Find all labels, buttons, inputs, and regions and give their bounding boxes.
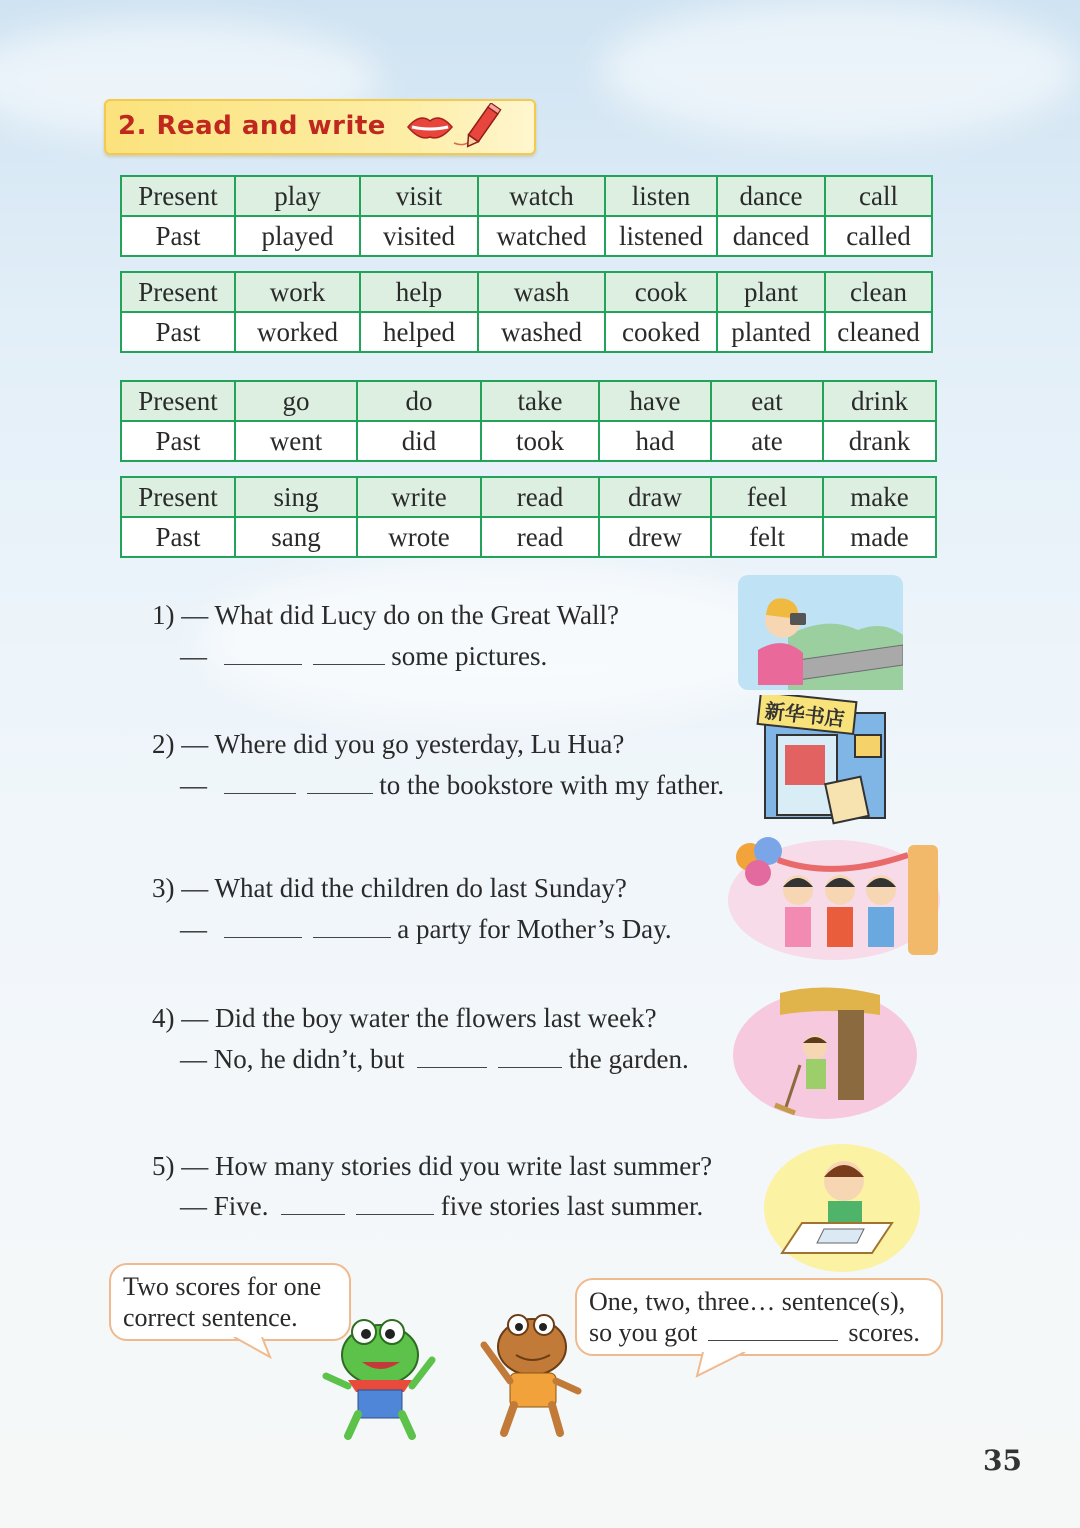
table-cell: listened (605, 216, 717, 256)
table-cell: play (235, 176, 360, 216)
question-number: 1) (152, 600, 175, 630)
table-cell: write (357, 477, 481, 517)
question-text: — Where did you go yesterday, Lu Hua? (181, 729, 625, 759)
page-number: 35 (983, 1444, 1022, 1477)
answer-suffix: a party for Mother’s Day. (397, 914, 672, 944)
question-4 (152, 1001, 657, 1035)
table-cell: take (481, 381, 599, 421)
blank-field[interactable] (307, 771, 373, 794)
blank-field[interactable] (224, 771, 296, 794)
bubble-tail (232, 1337, 272, 1361)
blank-field[interactable] (417, 1045, 487, 1068)
blank-field[interactable] (498, 1045, 562, 1068)
table-cell: plant (717, 272, 825, 312)
table-cell: cooked (605, 312, 717, 352)
table-cell: call (825, 176, 932, 216)
blank-field[interactable] (281, 1192, 345, 1215)
blank-field[interactable] (224, 642, 302, 665)
question-number: 4) (152, 1003, 175, 1033)
table-cell: cleaned (825, 312, 932, 352)
table-cell: felt (711, 517, 823, 557)
table-cell: had (599, 421, 711, 461)
table-cell: read (481, 517, 599, 557)
boy-writing-icon (762, 1143, 922, 1273)
table-cell: watched (478, 216, 605, 256)
blank-field[interactable] (313, 915, 391, 938)
table-cell: visited (360, 216, 478, 256)
question-5 (152, 1149, 712, 1183)
table-row-past (121, 312, 932, 352)
table-cell: made (823, 517, 936, 557)
table-cell: ate (711, 421, 823, 461)
section-title-bar (104, 99, 536, 155)
cloud (600, 0, 1080, 140)
table-cell: clean (825, 272, 932, 312)
table-cell: did (357, 421, 481, 461)
answer-prefix: — (180, 770, 207, 800)
verb-table-4 (120, 476, 937, 558)
question-1 (152, 598, 619, 632)
bubble-text-line2 (589, 1317, 929, 1348)
table-row-present (121, 176, 932, 216)
great-wall-girl-photo-icon (738, 575, 903, 690)
table-cell: went (235, 421, 357, 461)
table-cell: wash (478, 272, 605, 312)
table-cell: have (599, 381, 711, 421)
row-label: Present (121, 477, 235, 517)
table-cell: sang (235, 517, 357, 557)
row-label: Present (121, 272, 235, 312)
table-cell: eat (711, 381, 823, 421)
answer-suffix: five stories last summer. (440, 1191, 704, 1221)
bubble-text: so you got (589, 1318, 698, 1347)
answer-prefix: — (180, 641, 207, 671)
row-label: Past (121, 216, 235, 256)
bookstore-icon (755, 695, 895, 825)
brown-toad-icon (470, 1305, 588, 1440)
table-cell: planted (717, 312, 825, 352)
blank-field[interactable] (313, 642, 385, 665)
question-2 (152, 727, 624, 761)
answer-5 (180, 1189, 703, 1223)
table-cell: help (360, 272, 478, 312)
table-cell: wrote (357, 517, 481, 557)
verb-table-1 (120, 175, 933, 257)
row-label: Past (121, 421, 235, 461)
table-cell: feel (711, 477, 823, 517)
table-row-past (121, 216, 932, 256)
table-cell: visit (360, 176, 478, 216)
bookstore-sign: 新华书店 (763, 698, 846, 731)
table-cell: watch (478, 176, 605, 216)
table-cell: washed (478, 312, 605, 352)
answer-prefix: — (180, 914, 207, 944)
table-cell: sing (235, 477, 357, 517)
row-label: Past (121, 312, 235, 352)
speech-bubble-right (575, 1278, 943, 1356)
lips-pencil-icon (404, 103, 524, 151)
table-cell: drink (823, 381, 936, 421)
table-cell: drew (599, 517, 711, 557)
boy-sweeping-garden-icon (730, 985, 920, 1120)
table-cell: played (235, 216, 360, 256)
table-cell: listen (605, 176, 717, 216)
bubble-text: scores. (848, 1318, 920, 1347)
answer-suffix: some pictures. (391, 641, 548, 671)
table-row-past (121, 517, 936, 557)
question-text: — What did the children do last Sunday? (181, 873, 627, 903)
row-label: Present (121, 381, 235, 421)
table-row-past (121, 421, 936, 461)
blank-field[interactable] (356, 1192, 434, 1215)
verb-table-3 (120, 380, 937, 462)
question-text: — How many stories did you write last summer? (181, 1151, 713, 1181)
table-row-present (121, 381, 936, 421)
blank-field[interactable] (224, 915, 302, 938)
table-cell: worked (235, 312, 360, 352)
table-cell: do (357, 381, 481, 421)
green-frog-icon (318, 1310, 438, 1440)
question-number: 3) (152, 873, 175, 903)
table-row-present (121, 477, 936, 517)
question-text: — What did Lucy do on the Great Wall? (181, 600, 619, 630)
bubble-text: Two scores for one (123, 1272, 322, 1301)
section-title: 2. Read and write (118, 111, 386, 141)
table-cell: cook (605, 272, 717, 312)
score-blank-field[interactable] (708, 1318, 838, 1341)
table-cell: called (825, 216, 932, 256)
answer-1 (180, 639, 547, 673)
answer-suffix: to the bookstore with my father. (379, 770, 725, 800)
table-cell: drank (823, 421, 936, 461)
row-label: Past (121, 517, 235, 557)
question-number: 2) (152, 729, 175, 759)
table-cell: draw (599, 477, 711, 517)
table-cell: danced (717, 216, 825, 256)
table-cell: make (823, 477, 936, 517)
bubble-text: correct sentence. (123, 1303, 298, 1332)
children-party-icon (728, 835, 940, 960)
answer-suffix: the garden. (568, 1044, 689, 1074)
bubble-tail (695, 1352, 755, 1378)
answer-2 (180, 768, 724, 802)
question-text: — Did the boy water the flowers last week? (181, 1003, 657, 1033)
question-number: 5) (152, 1151, 175, 1181)
answer-3 (180, 912, 672, 946)
row-label: Present (121, 176, 235, 216)
table-cell: go (235, 381, 357, 421)
answer-prefix: — Five. (180, 1191, 269, 1221)
table-cell: helped (360, 312, 478, 352)
verb-table-2 (120, 271, 933, 353)
table-row-present (121, 272, 932, 312)
table-cell: read (481, 477, 599, 517)
table-cell: took (481, 421, 599, 461)
answer-4 (180, 1042, 689, 1076)
speech-bubble-left (109, 1263, 351, 1341)
table-cell: work (235, 272, 360, 312)
question-3 (152, 871, 627, 905)
bubble-text: One, two, three… sentence(s), (589, 1287, 906, 1316)
answer-prefix: — No, he didn’t, but (180, 1044, 405, 1074)
table-cell: dance (717, 176, 825, 216)
